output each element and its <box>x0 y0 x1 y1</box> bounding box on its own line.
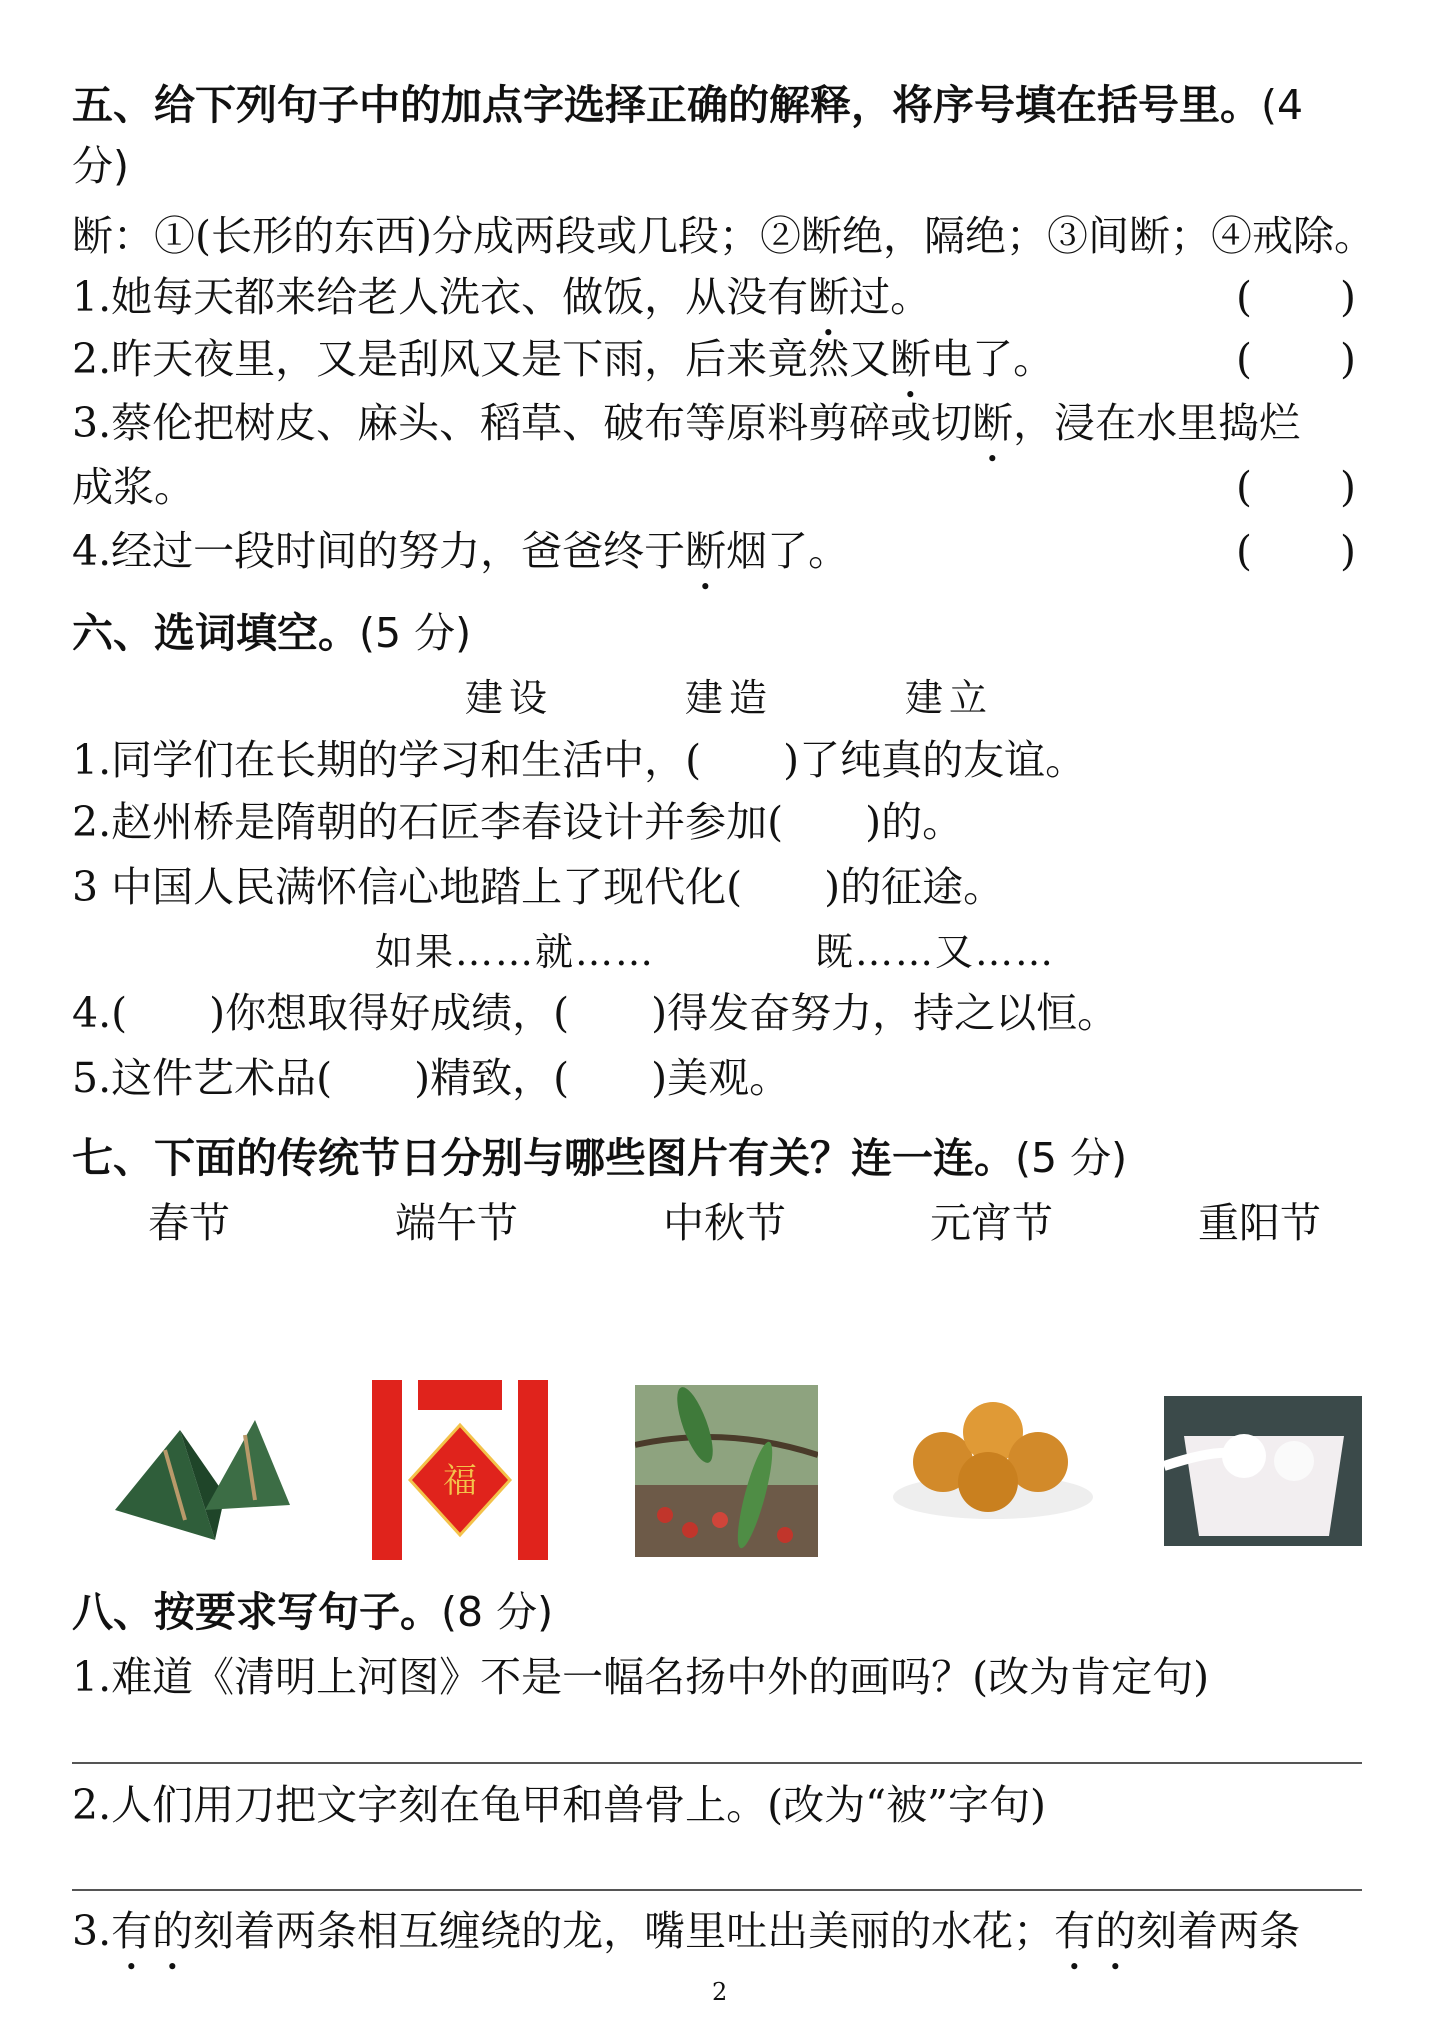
festival-double-ninth[interactable]: 重阳节 <box>1198 1199 1321 1247</box>
word-option: 既……又…… <box>815 930 1056 974</box>
section6-title <box>72 608 471 658</box>
mooncake-image[interactable] <box>888 1392 1097 1522</box>
answer-blank[interactable] <box>1236 526 1356 576</box>
section8-title <box>72 1587 553 1637</box>
q-text: 电了。 <box>931 335 1055 383</box>
paren: ( <box>1236 527 1252 575</box>
points: 分) <box>72 142 129 190</box>
points: (4 <box>1261 81 1304 129</box>
dogwood-branch-image[interactable] <box>635 1385 818 1557</box>
title-text: 六、选词填空。 <box>72 609 359 657</box>
word-option: 建造 <box>685 676 774 720</box>
q-text: 过。 <box>849 273 932 321</box>
paren: ( <box>1236 273 1252 321</box>
points: (5 分) <box>1015 1134 1128 1182</box>
dotted-char: 断 <box>808 273 850 321</box>
q-text: 2.昨天夜里，又是刮风又是下雨，后来竟然又 <box>72 335 891 383</box>
zongzi-image[interactable] <box>105 1400 295 1550</box>
festival-dragon-boat[interactable]: 端午节 <box>395 1199 518 1247</box>
fill-item-2: 2.赵州桥是隋朝的石匠李春设计并参加( )的。 <box>72 798 964 846</box>
word-option: 建立 <box>905 676 994 720</box>
q-text: 刻着两条相互缠绕的龙，嘴里吐出美丽的水花； <box>193 1907 1055 1955</box>
question-2 <box>72 334 1054 407</box>
dotted-char: 断 <box>972 399 1014 447</box>
spring-couplet-image[interactable] <box>372 1380 548 1560</box>
q-text: 刻着两条 <box>1136 1907 1301 1955</box>
tangyuan-image[interactable] <box>1164 1396 1362 1546</box>
word-option: 建设 <box>465 676 554 720</box>
dotted-char: 断 <box>890 335 932 383</box>
q-text: 3.蔡伦把树皮、麻头、稻草、破布等原料剪碎或切 <box>72 399 973 447</box>
page-number: 2 <box>712 1978 728 2006</box>
title-text: 七、下面的传统节日分别与哪些图片有关？连一连。 <box>72 1134 1015 1182</box>
dotted-chars: 有的 <box>1054 1907 1137 1955</box>
points: (8 分) <box>441 1588 554 1636</box>
rewrite-item-2: 2.人们用刀把文字刻在龟甲和兽骨上。(改为“被”字句) <box>72 1781 1047 1829</box>
fill-item-4: 4.( )你想取得好成绩，( )得发奋努力，持之以恒。 <box>72 989 1119 1037</box>
answer-line[interactable] <box>72 1762 1362 1764</box>
title-text: 五、给下列句子中的加点字选择正确的解释，将序号填在括号里。 <box>72 81 1261 129</box>
fu-char: 福 <box>443 1461 477 1501</box>
answer-blank[interactable] <box>1236 334 1356 384</box>
paren: ) <box>1340 335 1356 383</box>
answer-blank[interactable] <box>1236 462 1356 512</box>
section7-title <box>72 1133 1127 1183</box>
festival-lantern[interactable]: 元宵节 <box>930 1199 1053 1247</box>
title-text: 八、按要求写句子。 <box>72 1588 441 1636</box>
answer-blank[interactable] <box>1236 272 1356 322</box>
definition: 断：①(长形的东西)分成两段或几段；②断绝，隔绝；③间断；④戒除。 <box>72 212 1375 260</box>
q-text: 1.她每天都来给老人洗衣、做饭，从没有 <box>72 273 809 321</box>
q-text: 4.经过一段时间的努力，爸爸终于 <box>72 527 686 575</box>
word-option: 如果……就…… <box>375 930 656 974</box>
festival-spring[interactable]: 春节 <box>148 1199 230 1247</box>
section5-title <box>72 80 1303 130</box>
fill-item-1: 1.同学们在长期的学习和生活中，( )了纯真的友谊。 <box>72 736 1087 784</box>
dotted-char: 断 <box>685 527 727 575</box>
answer-line[interactable] <box>72 1889 1362 1891</box>
paren: ( <box>1236 335 1252 383</box>
section5-points-cont <box>72 141 129 191</box>
rewrite-item-3 <box>72 1906 1300 1979</box>
q-text: ，浸在水里捣烂 <box>1013 399 1301 447</box>
question-4 <box>72 526 849 599</box>
paren: ) <box>1340 527 1356 575</box>
q-text: 烟了。 <box>726 527 850 575</box>
q-num: 3. <box>72 1907 112 1955</box>
festival-mid-autumn[interactable]: 中秋节 <box>663 1199 786 1247</box>
fill-item-3: 3 中国人民满怀信心地踏上了现代化( )的征途。 <box>72 863 1005 911</box>
dotted-chars: 有的 <box>111 1907 194 1955</box>
question-3 <box>72 398 1300 471</box>
paren: ) <box>1340 463 1356 511</box>
question-3-cont: 成浆。 <box>72 463 195 511</box>
points: (5 分) <box>359 609 472 657</box>
rewrite-item-1: 1.难道《清明上河图》不是一幅名扬中外的画吗？(改为肯定句) <box>72 1653 1210 1701</box>
paren: ( <box>1236 463 1252 511</box>
paren: ) <box>1340 273 1356 321</box>
fill-item-5: 5.这件艺术品( )精致，( )美观。 <box>72 1054 791 1102</box>
